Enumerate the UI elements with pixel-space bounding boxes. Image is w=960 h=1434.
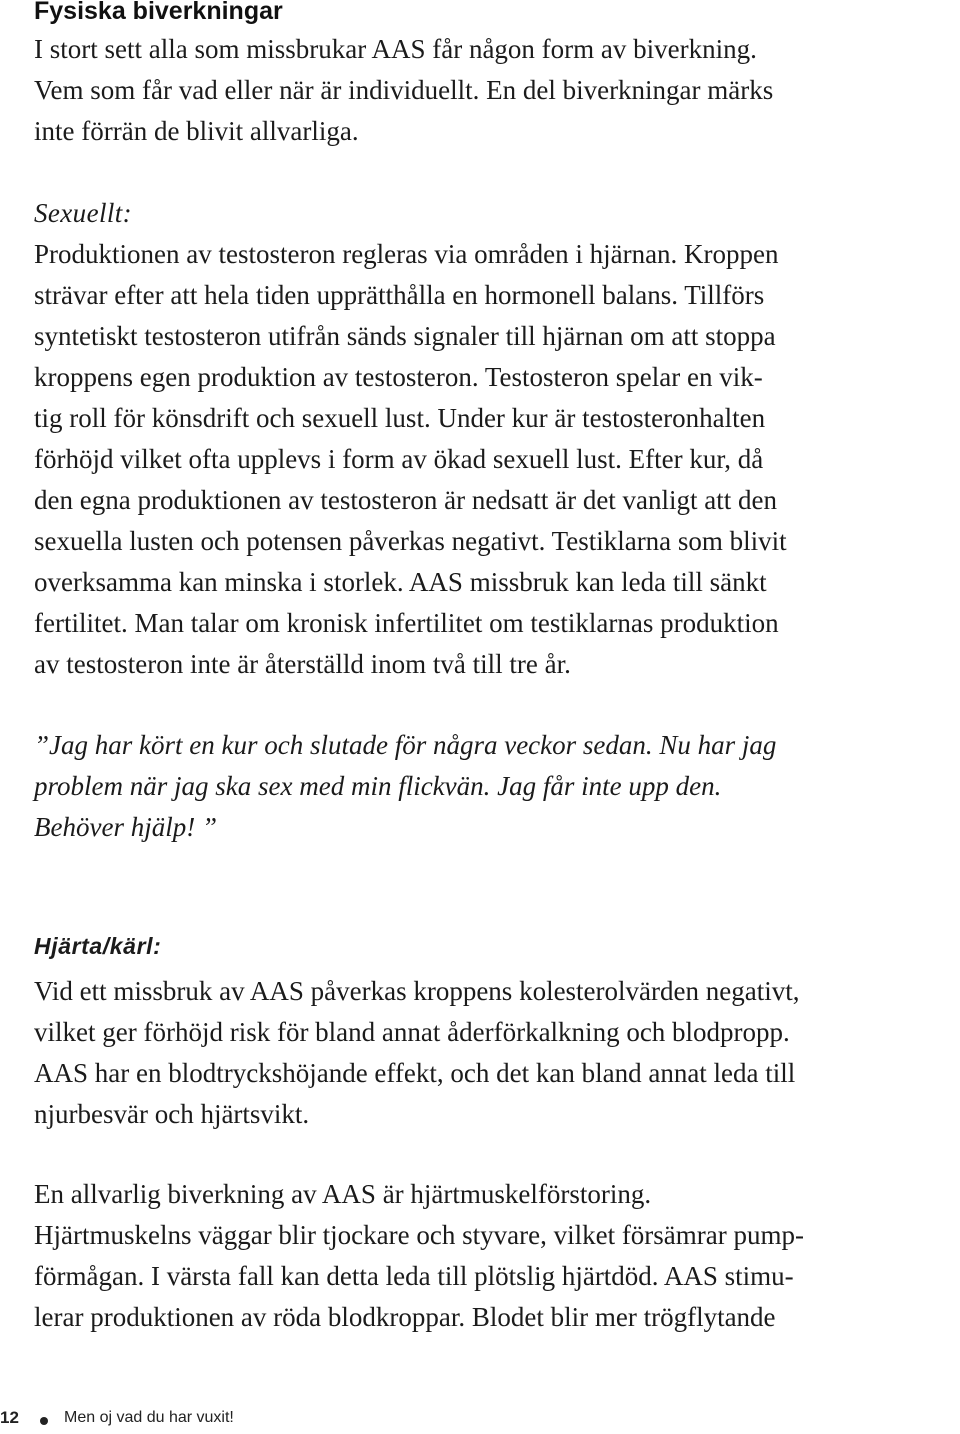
- paragraph-line: fertilitet. Man talar om kronisk infertilitet om testiklarnas produktion: [34, 608, 779, 638]
- paragraph-line: kroppens egen produktion av testosteron. Testosteron spelar en vik-: [34, 362, 763, 392]
- intro-line: inte förrän de blivit allvarliga.: [34, 116, 359, 146]
- subheading-sexuellt: Sexuellt:: [34, 198, 133, 228]
- quote-line: ”Jag har kört en kur och slutade för några veckor sedan. Nu har jag: [34, 730, 777, 760]
- bullet-icon: [40, 1417, 48, 1425]
- paragraph-line: den egna produktionen av testosteron är nedsatt är det vanligt att den: [34, 485, 778, 515]
- paragraph-line: sexuella lusten och potensen påverkas negativt. Testiklarna som blivit: [34, 526, 787, 556]
- quote-line: Behöver hjälp! ”: [34, 812, 217, 842]
- intro-line: I stort sett alla som missbrukar AAS får någon form av biverkning.: [34, 34, 757, 64]
- subheading-hjarta: Hjärta/kärl:: [34, 933, 162, 959]
- paragraph-line: overksamma kan minska i storlek. AAS missbruk kan leda till sänkt: [34, 567, 767, 597]
- paragraph-line: njurbesvär och hjärtsvikt.: [34, 1099, 310, 1129]
- paragraph-line: En allvarlig biverkning av AAS är hjärtmuskelförstoring.: [34, 1179, 652, 1209]
- paragraph-line: av testosteron inte är återställd inom två till tre år.: [34, 649, 571, 679]
- paragraph-line: strävar efter att hela tiden upprätthålla en hormonell balans. Tillförs: [34, 280, 765, 310]
- paragraph-line: Hjärtmuskelns väggar blir tjockare och styvare, vilket försämrar pump-: [34, 1220, 805, 1250]
- paragraph-line: förmågan. I värsta fall kan detta leda till plötslig hjärtdöd. AAS stimu-: [34, 1261, 794, 1291]
- intro-line: Vem som får vad eller när är individuellt. En del biverkningar märks: [34, 75, 774, 105]
- paragraph-line: Produktionen av testosteron regleras via områden i hjärnan. Kroppen: [34, 239, 779, 269]
- paragraph-line: tig roll för könsdrift och sexuell lust. Under kur är testosteronhalten: [34, 403, 766, 433]
- paragraph-line: Vid ett missbruk av AAS påverkas kroppens kolesterolvärden negativt,: [34, 976, 800, 1006]
- paragraph-line: vilket ger förhöjd risk för bland annat åderförkalkning och blodpropp.: [34, 1017, 790, 1047]
- paragraph-line: förhöjd vilket ofta upplevs i form av ökad sexuell lust. Efter kur, då: [34, 444, 764, 474]
- paragraph-line: syntetiskt testosteron utifrån sänds signaler till hjärnan om att stoppa: [34, 321, 776, 351]
- page-number: 12: [0, 1408, 19, 1427]
- footer-title: Men oj vad du har vuxit!: [64, 1409, 234, 1426]
- paragraph-line: AAS har en blodtryckshöjande effekt, och det kan bland annat leda till: [34, 1058, 796, 1088]
- section-heading: Fysiska biverkningar: [34, 0, 283, 25]
- quote-line: problem när jag ska sex med min flickvän. Jag får inte upp den.: [34, 771, 722, 801]
- paragraph-line: lerar produktionen av röda blodkroppar. Blodet blir mer trögflytande: [34, 1302, 776, 1332]
